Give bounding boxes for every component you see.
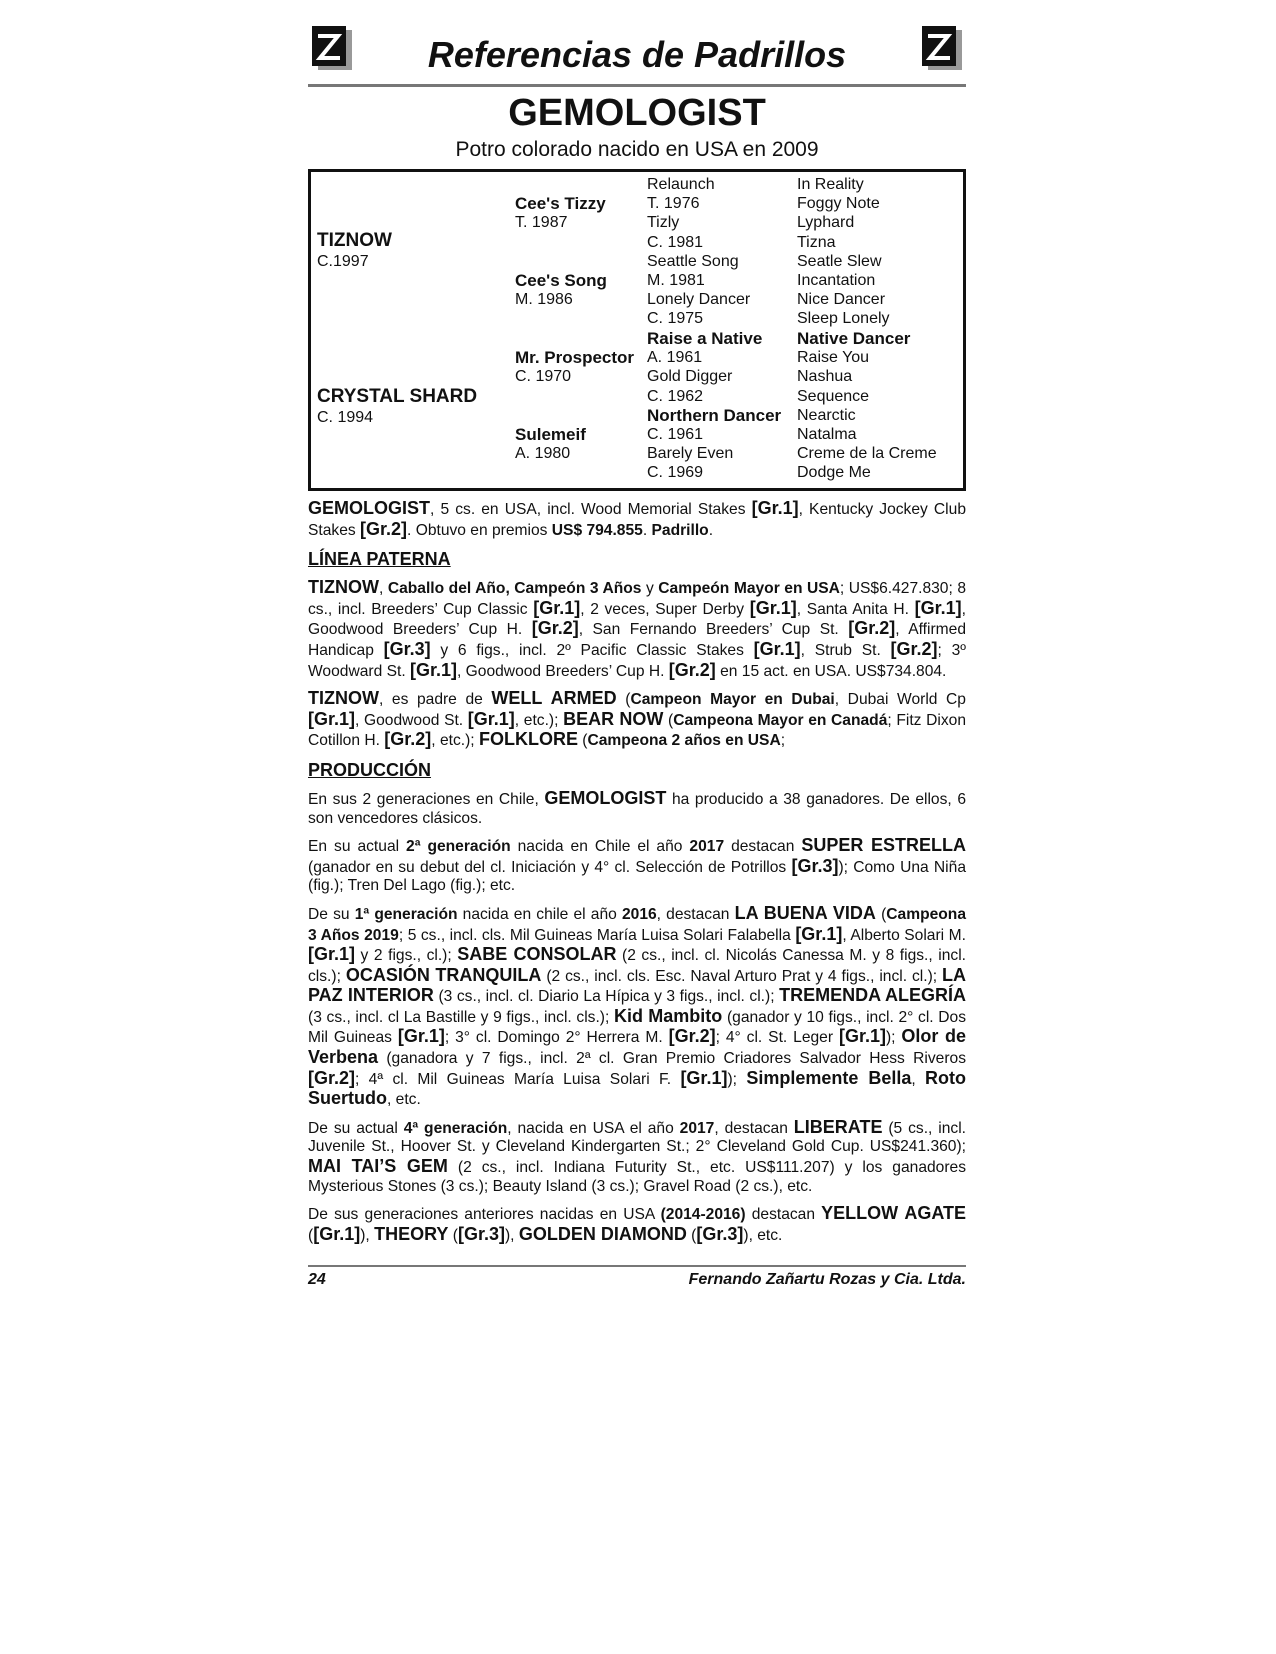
pedigree-gen2: Sulemeif (515, 425, 586, 444)
pedigree-gen4: Nashua (797, 368, 853, 385)
pedigree-gen4: Natalma (797, 426, 857, 443)
page-number: 24 (308, 1271, 326, 1289)
pedigree-gen2-year: T. 1987 (515, 214, 568, 231)
pedigree-gen4: Creme de la Creme (797, 445, 937, 462)
pedigree-gen4: Nice Dancer (797, 291, 886, 308)
pedigree-gen2: Mr. Prospector (515, 348, 635, 367)
pedigree-sire-year: C.1997 (317, 253, 369, 270)
sire-paragraph: TIZNOW, Caballo del Año, Campeón 3 Años y Campeón Mayor en USA; US$6.427.830; 8 cs., incl. Breeders’ Cup Classic [Gr.1], 2 veces, Super Derby [Gr.1], Santa Anita H. [Gr.1], Goodwood Breeders’ Cup H. [Gr.2], San Fernando Breeders’ Cup St. [Gr.2], Affirmed Handicap [Gr.3] y 6 figs., incl. 2º Pacific Classic Stakes [Gr.1], Strub St. [Gr.2]; 3º Woodward St. [Gr.1], Goodwood Breeders’ Cup H. [Gr.2] en 15 act. en USA. US$734.804. (308, 577, 966, 680)
pedigree-gen4: Sleep Lonely (797, 310, 890, 327)
pedigree-gen3: Gold Digger (647, 368, 733, 385)
pedigree-gen4: Raise You (797, 349, 870, 366)
pedigree-gen4: Nearctic (797, 407, 856, 424)
pedigree-sire: TIZNOW (317, 230, 392, 251)
pedigree-gen3: Tizly (647, 214, 680, 231)
production-gen2: En su actual 2ª generación nacida en Chile el año 2017 destacan SUPER ESTRELLA (ganador en su debut del cl. Iniciación y 4° cl. Selección de Potrillos [Gr.3]); Como Una Niña (fig.); Tren Del Lago (fig.); etc. (308, 835, 966, 895)
page (308, 24, 966, 1289)
summary-paragraph: GEMOLOGIST, 5 cs. en USA, incl. Wood Memorial Stakes [Gr.1], Kentucky Jockey Club Stakes [Gr.2]. Obtuvo en premios US$ 794.855. Padrillo. (308, 498, 966, 539)
pedigree-gen3-year: C. 1962 (647, 388, 704, 405)
pedigree-gen3-year: T. 1976 (647, 195, 700, 212)
footer (308, 1271, 966, 1289)
header-title: Referencias de Padrillos (427, 34, 847, 75)
logo-icon (920, 24, 964, 72)
pedigree-dam-year: C. 1994 (317, 409, 374, 426)
pedigree-gen3-year: C. 1969 (647, 464, 704, 481)
header (308, 24, 966, 82)
pedigree-gen2: Cee's Song (515, 271, 607, 290)
pedigree-gen4: Tizna (797, 234, 836, 251)
pedigree-gen4: Sequence (797, 388, 870, 405)
section-produccion: PRODUCCIÓN (308, 759, 432, 780)
production-earlier-usa: De sus generaciones anteriores nacidas en USA (2014-2016) destacan YELLOW AGATE ([Gr.1]), THEORY ([Gr.3]), GOLDEN DIAMOND ([Gr.3]), etc. (308, 1203, 966, 1244)
pedigree-gen3-year: A. 1961 (647, 349, 703, 366)
pedigree-gen3: Relaunch (647, 176, 715, 193)
pedigree-gen4: Incantation (797, 272, 876, 289)
pedigree-gen2-year: M. 1986 (515, 291, 573, 308)
pedigree-gen3-year: C. 1975 (647, 310, 704, 327)
pedigree-gen4: In Reality (797, 176, 864, 193)
horse-subtitle: Potro colorado nacido en USA en 2009 (455, 138, 819, 161)
pedigree-gen3-year: C. 1981 (647, 234, 704, 251)
pedigree-dam: CRYSTAL SHARD (317, 386, 478, 407)
pedigree-gen3-year: M. 1981 (647, 272, 705, 289)
pedigree-gen4: Native Dancer (797, 329, 911, 348)
footer-rule (308, 1265, 966, 1267)
section-linea-paterna: LÍNEA PATERNA (308, 549, 451, 570)
pedigree-gen3-year: C. 1961 (647, 426, 704, 443)
production-gen1: De su 1ª generación nacida en chile el año 2016, destacan LA BUENA VIDA (Campeona 3 Años 2019; 5 cs., incl. cls. Mil Guineas María Luisa Solari Falabella [Gr.1], Alberto Solari M. [Gr.1] y 2 figs., cl.); SABE CONSOLAR (2 cs., incl. cl. Nicolás Canessa M. y 8 figs., incl. cls.); OCASIÓN TRANQUILA (2 cs., incl. cls. Esc. Naval Arturo Prat y 4 figs., incl. cl.); LA PAZ INTERIOR (3 cs., incl. cl. Diario La Hípica y 3 figs., incl. cl.); TREMENDA ALEGRÍA (3 cs., incl. cl La Bastille y 9 figs., incl. cls.); Kid Mambito (ganador y 10 figs., incl. 2° cl. Dos Mil Guineas [Gr.1]; 3° cl. Domingo 2° Herrera M. [Gr.2]; 4° cl. St. Leger [Gr.1]); Olor de Verbena (ganadora y 7 figs., incl. 2ª cl. Gran Premio Criadores Salvador Hess Riveros [Gr.2]; 4ª cl. Mil Guineas María Luisa Solari F. [Gr.1]); Simplemente Bella, Roto Suertudo, etc. (308, 902, 967, 1109)
pedigree-gen4: Foggy Note (797, 195, 880, 212)
pedigree-gen4: Dodge Me (797, 464, 871, 481)
production-gen4-usa: De su actual 4ª generación, nacida en USA el año 2017, destacan LIBERATE (5 cs., incl. Juvenile St., Hoover St. y Cleveland Kindergarten St.; 2° Cleveland Gold Cup. US$241.360); MAI TAI’S GEM (2 cs., incl. Indiana Futurity St., etc. US$111.207) y los ganadores Mysterious Stones (3 cs.); Beauty Island (3 cs.); Gravel Road (2 cs.), etc. (308, 1116, 967, 1195)
pedigree-gen3: Seattle Song (647, 253, 739, 270)
header-rule (308, 84, 966, 87)
pedigree-gen2: Cee's Tizzy (515, 194, 606, 213)
pedigree-gen4: Seatle Slew (797, 253, 882, 270)
pedigree-gen3: Barely Even (647, 445, 734, 462)
pedigree-gen3: Lonely Dancer (647, 291, 751, 308)
production-intro: En sus 2 generaciones en Chile, GEMOLOGIST ha producido a 38 ganadores. De ellos, 6 son vencedores clásicos. (308, 787, 966, 827)
sire-progeny-paragraph: TIZNOW, es padre de WELL ARMED (Campeon Mayor en Dubai, Dubai World Cp [Gr.1], Goodwood St. [Gr.1], etc.); BEAR NOW (Campeona Mayor en Canadá; Fitz Dixon Cotillon H. [Gr.2], etc.); FOLKLORE (Campeona 2 años en USA; (308, 688, 966, 750)
pedigree-gen2-year: A. 1980 (515, 445, 571, 462)
horse-name: GEMOLOGIST (508, 92, 766, 134)
pedigree-gen3: Northern Dancer (647, 406, 782, 425)
pedigree-table (308, 169, 966, 491)
footer-company: Fernando Zañartu Rozas y Cia. Ltda. (688, 1271, 966, 1289)
pedigree-gen4: Lyphard (797, 214, 855, 231)
pedigree-gen2-year: C. 1970 (515, 368, 572, 385)
pedigree-gen3: Raise a Native (647, 329, 763, 348)
